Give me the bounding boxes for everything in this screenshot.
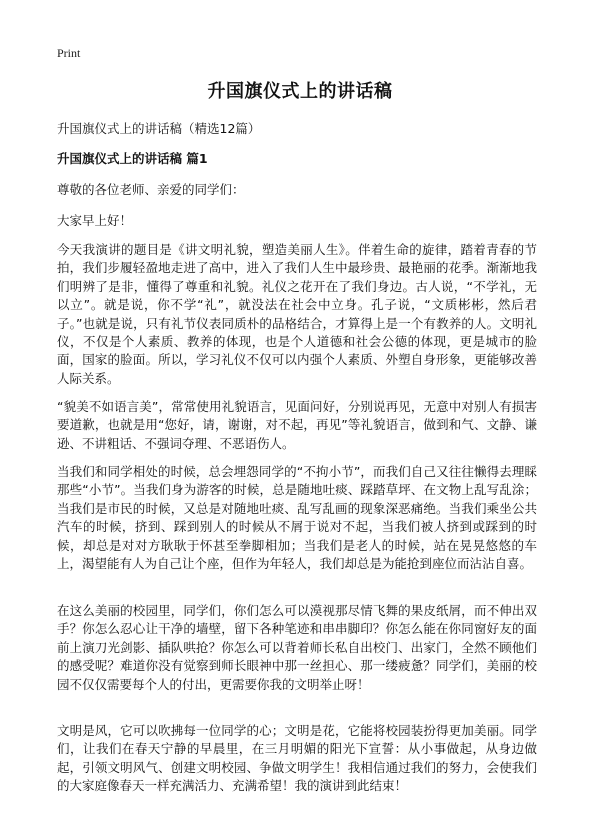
print-link[interactable]: Print — [57, 46, 81, 60]
document-subtitle: 升国旗仪式上的讲话稿（精选12篇） — [57, 121, 261, 136]
document-title: 升国旗仪式上的讲话稿 — [207, 81, 393, 102]
body-paragraph-1: 今天我演讲的题目是《讲文明礼貌，塑造美丽人生》。伴着生命的旋律，踏着青春的节拍，我们步履轻盈地走进了高中，进入了我们人生中最珍贵、最艳丽的花季。渐渐地我们明辨了是非，懂得了尊重和礼貌。礼仪之花开在了我们身边。古人说，“不学礼，无以立”。就是说，你不学“礼”，就没法在社会中立身。孔子说，“文质彬彬，然后君子。”也就是说，只有礼节仪表同质朴的品格结合，才算得上是一个有教养的人。文明礼仪，不仅是个人素质、教养的体现，也是个人道德和社会公德的体现，更是城市的脸面，国家的脸面。所以，学习礼仪不仅可以内强个人素质、外塑自身形象，更能够改善人际关系。 — [57, 242, 537, 386]
body-paragraph-5: 文明是风，它可以吹拂每一位同学的心；文明是花，它能将校园装扮得更加美丽。同学们，让我们在春天宁静的早晨里，在三月明媚的阳光下宣誓：从小事做起，从身边做起，引领文明风气、创建文明校园、争做文明学生！我相信通过我们的努力，会使我们的大家庭像春天一样充满活力、充满希望！我的演讲到此结束！ — [57, 723, 537, 794]
greeting: 大家早上好！ — [57, 213, 133, 228]
body-paragraph-2: “貌美不如语言美”，常常使用礼貌语言，见面问好，分别说再见，无意中对别人有损害要道歉，也就是用“您好，请，谢谢，对不起，再见”等礼貌语言，做到和气、文静、谦逊、不讲粗话、不强词夺理、不恶语伤人。 — [57, 399, 537, 451]
body-paragraph-4: 在这么美丽的校园里，同学们，你们怎么可以漠视那尽情飞舞的果皮纸屑，而不伸出双手？你怎么忍心让干净的墙壁，留下各种笔迹和串串脚印？你怎么能在你同窗好友的面前上演刀光剑影、插队哄抢？你怎么可以背着师长私自出校门、出家门，全然不顾他们的感受呢？难道你没有觉察到师长眼神中那一丝担心、那一缕疲惫？同学们，美丽的校园不仅仅需要每个人的付出，更需要你我的文明举止呀！ — [57, 603, 537, 692]
body-paragraph-3: 当我们和同学相处的时候，总会埋怨同学的“不拘小节”，而我们自己又往往懒得去理睬那些“小节”。当我们身为游客的时候，总是随地吐痰、踩踏草坪、在文物上乱写乱涂；当我们是市民的时候，又总是对随地吐痰、乱写乱画的现象深恶痛绝。当我们乘坐公共汽车的时候，挤到、踩到别人的时候从不屑于说对不起，当我们被人挤到或踩到的时候，却总是对对方耿耿于怀甚至拳脚相加；当我们是老人的时候，站在晃晃悠悠的车上，渴望能有人为自己让个座，但作为年轻人，我们却总是为能抢到座位而沾沾自喜。 — [57, 464, 537, 572]
section-heading: 升国旗仪式上的讲话稿 篇1 — [57, 151, 208, 166]
salutation: 尊敬的各位老师、亲爱的同学们： — [57, 182, 245, 197]
